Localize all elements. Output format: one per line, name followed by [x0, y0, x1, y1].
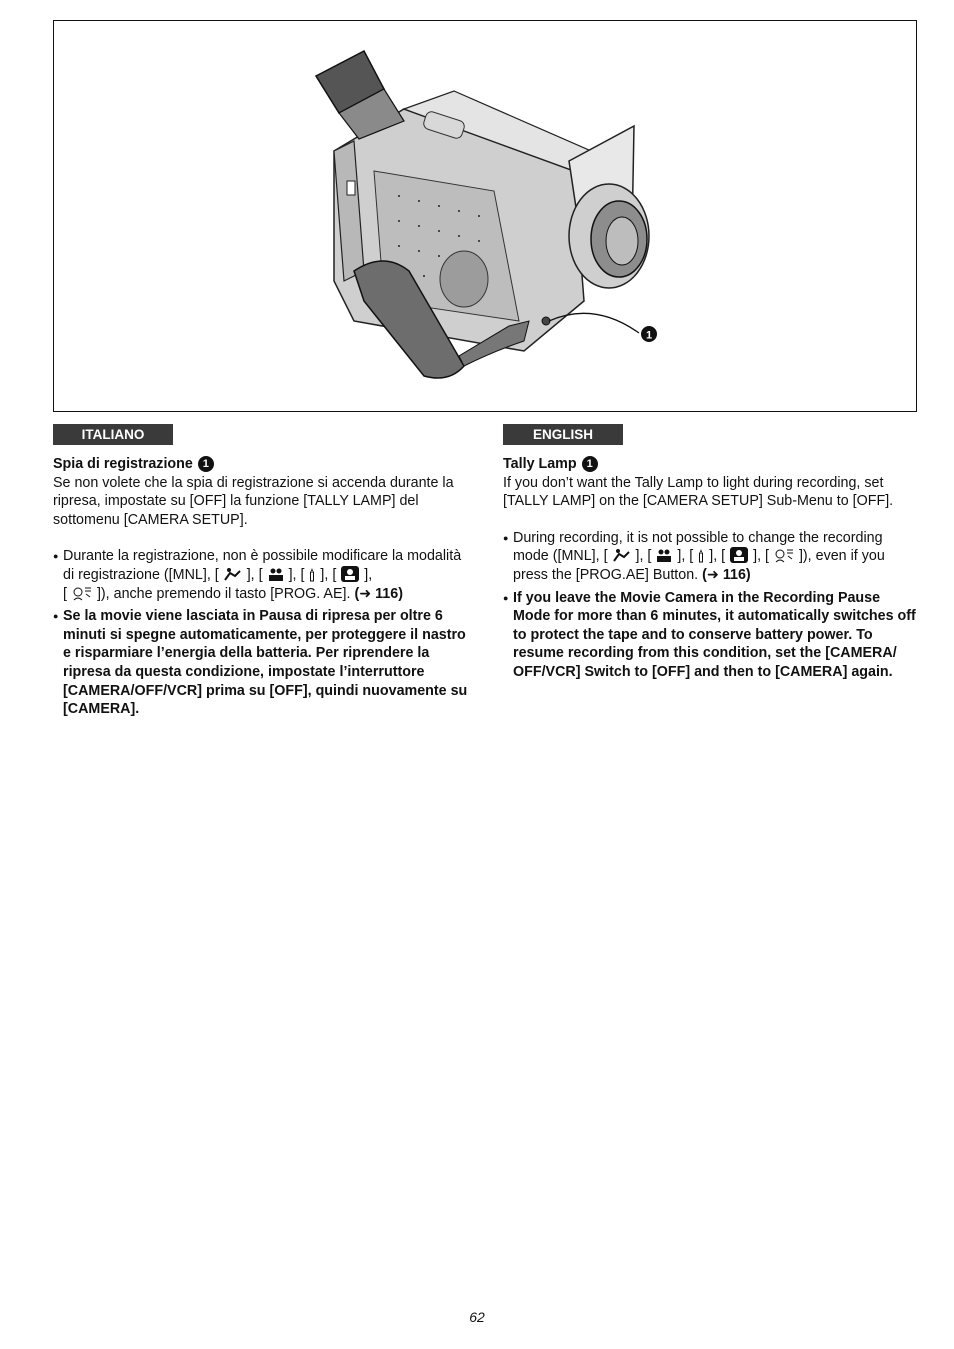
language-tab-english: ENGLISH [503, 424, 623, 445]
heading-number-badge: 1 [582, 456, 598, 472]
heading-text: Spia di registrazione [53, 456, 193, 472]
section-heading [503, 455, 919, 474]
intro-paragraph: Se non volete che la spia di registrazione si accenda durante la ripresa, impostate su [OFF] la funzione [TALLY LAMP] del sottomenu [CAMERA SETUP]. [53, 474, 454, 528]
callout-number: 1 [645, 329, 653, 342]
camcorder-illustration [54, 21, 918, 413]
heading-number-badge: 1 [198, 456, 214, 472]
page-number: 62 [469, 1309, 485, 1325]
sports-mode-icon [223, 567, 243, 582]
low-light-mode-icon [308, 567, 316, 582]
italian-column [53, 424, 469, 719]
bullet-item: ● Se la movie viene lasciata in Pausa di ripresa per oltre 6 minuti si spegne automaticamente, per proteggere il nastro e risparmiare l’energia della batteria. Per riprendere la ripresa da questa condizione, impostate l’interruttore [CAMERA/OFF/VCR] prima su [OFF], quindi nuovamente su [CAMERA]. [53, 608, 468, 718]
english-column [503, 424, 919, 682]
intro-paragraph: If you don’t want the Tally Lamp to light during recording, set [TALLY LAMP] on the [CAMERA SETUP] Sub-Menu to [OFF]. [503, 474, 894, 510]
surf-snow-mode-icon [71, 586, 93, 601]
surf-snow-mode-icon [773, 548, 795, 563]
bullet-dot-icon: ● [53, 551, 59, 562]
spotlight-mode-icon [340, 566, 360, 582]
section-heading [53, 455, 469, 474]
spotlight-mode-icon [729, 547, 749, 563]
bullet-item: ● If you leave the Movie Camera in the Recording Pause Mode for more than 6 minutes, it automatically switches off to protect the tape and to conserve battery power. To resume recording from this condition, set the [CAMERA/ OFF/VCR] Switch to [OFF] and then to [CAMERA] again. [503, 589, 916, 680]
bullet-dot-icon: ● [503, 592, 509, 603]
low-light-mode-icon [697, 548, 705, 563]
language-tab-italian: ITALIANO [53, 424, 173, 445]
heading-text: Tally Lamp [503, 456, 577, 472]
bullet-dot-icon: ● [503, 532, 509, 543]
camera-illustration-frame [53, 20, 917, 412]
portrait-mode-icon [655, 548, 673, 563]
bullet-item: ● During recording, it is not possible to change the recording mode ([MNL], [ ], [ ], [ ], [ ], [ ]), even if you press the [PROG.AE] Button. (➜ 116) [503, 529, 885, 583]
sports-mode-icon [612, 548, 632, 563]
bullet-dot-icon: ● [53, 611, 59, 622]
bullet-item: ● Durante la registrazione, non è possibile modificare la modalità di registrazione ([MNL], [ ], [ ], [ ], [ ], [ ]), anche premendo il tasto [PROG. AE]. (➜ 116) [53, 548, 462, 602]
portrait-mode-icon [267, 567, 285, 582]
